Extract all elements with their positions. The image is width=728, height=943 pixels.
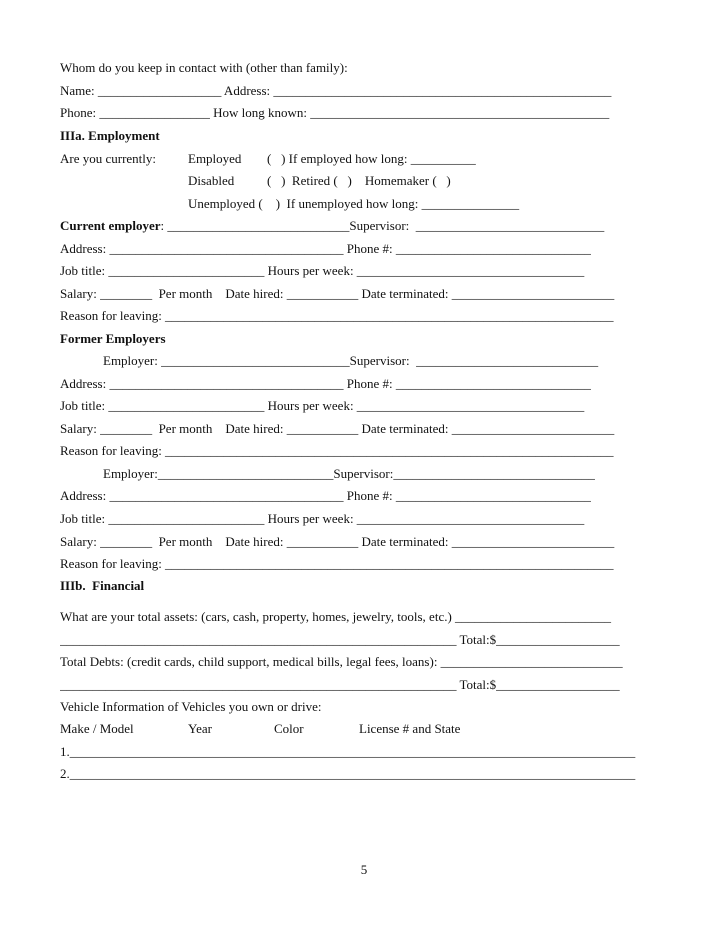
current-reason-line[interactable]: Reason for leaving: _____________________________________________________________________ <box>60 308 614 323</box>
unemployed-option[interactable]: Unemployed ( ) If unemployed how long: _______________ <box>188 196 520 211</box>
current-address-line[interactable]: Address: ____________________________________ Phone #: ______________________________ <box>60 241 591 256</box>
total-debts-line[interactable]: Total Debts: (credit cards, child support, medical bills, legal fees, loans): ____________________________ <box>60 654 623 669</box>
total-assets-amount-line[interactable]: _____________________________________________________________ Total:$___________________ <box>60 632 620 647</box>
employment-heading: IIIa. Employment <box>60 128 160 143</box>
former-2-job-title-line[interactable]: Job title: ________________________ Hours per week: ___________________________________ <box>60 511 585 526</box>
total-assets-line[interactable]: What are your total assets: (cars, cash, property, homes, jewelry, tools, etc.) ________________________ <box>60 609 612 624</box>
former-2-reason-line[interactable]: Reason for leaving: _____________________________________________________________________ <box>60 556 614 571</box>
contact-name-address-line[interactable]: Name: ___________________ Address: ____________________________________________________ <box>60 83 612 98</box>
former-1-job-title-line[interactable]: Job title: ________________________ Hours per week: ___________________________________ <box>60 398 585 413</box>
former-2-address-line[interactable]: Address: ____________________________________ Phone #: ______________________________ <box>60 488 591 503</box>
are-you-currently-label: Are you currently: <box>60 151 157 166</box>
vehicle-column-headers <box>60 720 670 738</box>
vehicle-prompt: Vehicle Information of Vehicles you own or drive: <box>60 699 322 714</box>
former-employer-2-line[interactable]: Employer:___________________________Supervisor:_______________________________ <box>103 466 595 481</box>
former-2-salary-line[interactable]: Salary: ________ Per month Date hired: ___________ Date terminated: _________________________ <box>60 534 615 549</box>
vehicle-row-1[interactable]: 1._______________________________________________________________________________________ <box>60 744 636 759</box>
vehicle-col-make-model: Make / Model <box>60 721 134 736</box>
employed-option[interactable]: ( ) If employed how long: __________ <box>267 151 476 166</box>
former-1-address-line[interactable]: Address: ____________________________________ Phone #: ______________________________ <box>60 376 591 391</box>
former-1-reason-line[interactable]: Reason for leaving: _____________________________________________________________________ <box>60 443 614 458</box>
former-employers-heading: Former Employers <box>60 331 166 346</box>
contact-phone-how-long-line[interactable]: Phone: _________________ How long known: ______________________________________________ <box>60 105 610 120</box>
current-employer-label: Current employer: ____________________________Supervisor: _____________________________ <box>60 218 605 233</box>
former-1-salary-line[interactable]: Salary: ________ Per month Date hired: ___________ Date terminated: _________________________ <box>60 421 615 436</box>
employment-status-unemployed[interactable] <box>60 195 670 213</box>
vehicle-row-2[interactable]: 2._______________________________________________________________________________________ <box>60 766 636 781</box>
employment-status-disabled[interactable] <box>60 172 670 190</box>
vehicle-col-license: License # and State <box>359 721 461 736</box>
vehicle-col-color: Color <box>274 721 304 736</box>
retired-homemaker-options[interactable]: ( ) Retired ( ) Homemaker ( ) <box>267 173 451 188</box>
vehicle-col-year: Year <box>188 721 212 736</box>
employment-status-employed[interactable] <box>60 150 670 168</box>
page-number: 5 <box>360 862 368 877</box>
employed-label: Employed <box>188 151 242 166</box>
financial-heading: IIIb. Financial <box>60 578 145 593</box>
current-salary-line[interactable]: Salary: ________ Per month Date hired: ___________ Date terminated: _________________________ <box>60 286 615 301</box>
disabled-label: Disabled <box>188 173 235 188</box>
current-job-title-line[interactable]: Job title: ________________________ Hours per week: ___________________________________ <box>60 263 585 278</box>
former-employer-1-line[interactable]: Employer: _____________________________Supervisor: ____________________________ <box>103 353 599 368</box>
total-debts-amount-line[interactable]: _____________________________________________________________ Total:$___________________ <box>60 677 620 692</box>
current-employer-line[interactable] <box>60 217 670 235</box>
contacts-prompt: Whom do you keep in contact with (other than family): <box>60 60 348 75</box>
